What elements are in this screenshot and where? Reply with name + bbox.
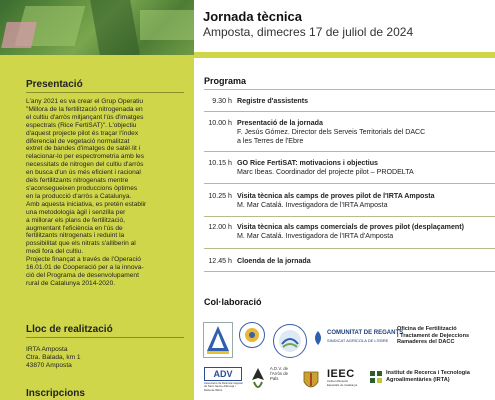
programa-heading: Programa: [204, 76, 247, 86]
program-detail: M. Mar Catalá. Investigadora de l'IRTA d'Amposta: [237, 232, 394, 240]
presentacio-section: [26, 79, 184, 90]
colaboracio-heading: Col·laboració: [204, 297, 262, 307]
irta-logo: [386, 370, 492, 383]
oficina-line: Ramaderes del DACC: [397, 339, 455, 346]
program-detail: a les Terres de l'Ebre: [237, 137, 304, 145]
divider: [204, 89, 495, 90]
presentacio-line: relacionar-lo per espectrometria amb les: [26, 153, 145, 161]
comunitat-sub: SINDICAT AGRÍCOLA DE L'EBRE: [327, 338, 389, 343]
lloc-text: [26, 346, 184, 370]
presentacio-line: necessitats de nitrogen del cultiu d'arròs: [26, 161, 144, 169]
program-detail: Marc Ibeas. Coordinador del projecte pilot – PRODELTA: [237, 168, 414, 176]
comunitat-regants-logo: [311, 328, 404, 348]
presentacio-line: ció del Programa de desenvolupament: [26, 271, 139, 279]
presentacio-line: en la producció d'arròs a Catalunya.: [26, 192, 132, 200]
crest-logo: [302, 370, 320, 392]
adv-pals-line: A.D.V. de: [270, 366, 288, 371]
presentacio-line: s'aconsegueixen produccions òptimes: [26, 184, 138, 192]
presentacio-line: fertilitzants nitrogenats i reduint la: [26, 232, 125, 240]
lloc-line: Ctra. Balada, km 1: [26, 353, 81, 361]
page-title: Jornada tècnica: [203, 9, 302, 24]
program-title: Presentació de la jornada: [237, 119, 323, 127]
adv-pals-line: Pals: [270, 376, 279, 381]
program-time: 10.25 h: [208, 192, 232, 200]
oficina-fertilitzacio-logo: [397, 326, 493, 346]
accent-bar: [194, 52, 495, 58]
divider: [204, 183, 495, 184]
divider: [26, 92, 184, 93]
program-title: Registre d'assistents: [237, 97, 309, 105]
presentacio-line: d'aquest projecte pilot és traçar l'índex: [26, 129, 139, 137]
presentacio-line: dels fertilitzants nitrogenats mentre: [26, 177, 129, 185]
presentacio-line: Amb aquesta iniciativa, es pretén establir: [26, 200, 147, 208]
presentacio-line: L'any 2021 es va crear el Grup Operatiu: [26, 98, 144, 105]
irta-line: Institut de Recerca i Tecnologia: [386, 370, 470, 376]
program-detail: F. Jesús Gómez. Director dels Serveis Territorials del DACC: [237, 128, 426, 136]
divider: [204, 111, 495, 112]
presentacio-line: espectrals (Rice FertiSAT)". L'objectiu: [26, 121, 137, 129]
presentacio-line: en busca d'un ús més eficient i racional: [26, 169, 141, 177]
program-time: 10.00 h: [208, 119, 232, 127]
program-title: GO Rice FertiSAT: motivacions i objectius: [237, 159, 378, 167]
program-time: 9.30 h: [212, 97, 232, 105]
divider: [204, 151, 495, 152]
adv-sub-line: de Sant Jaume d'Enveja i: [204, 384, 236, 389]
adv-mark: ADV: [204, 367, 242, 381]
ieec-sub-line: Espacials de Catalunya: [327, 382, 358, 387]
adv-sub-line: Delta de l'Ebre: [204, 387, 223, 392]
program-time: 12.00 h: [208, 223, 232, 231]
presentacio-line: medi fora del cultiu.: [26, 248, 84, 256]
adv-sub: [204, 382, 244, 392]
presentacio-line: diferencial de vegetació normalitzat: [26, 137, 130, 145]
adv-bird-logo: [248, 366, 268, 394]
irta-line: Agroalimentàries (IRTA): [386, 376, 450, 383]
left-column: [0, 0, 194, 400]
program-time: 10.15 h: [208, 159, 232, 167]
presentacio-text: [26, 98, 184, 288]
presentacio-line: extret de bandes d'imatges de satèl·lit i: [26, 145, 141, 153]
ada-logo: [203, 322, 233, 358]
presentacio-line: possibilitat que els nitrats s'alliberin al: [26, 240, 136, 248]
presentacio-line: una metodologia àgil i senzilla per: [26, 208, 126, 216]
presentacio-line: el cultiu d'arròs mitjançant l'ús d'imatges: [26, 113, 144, 121]
lloc-line: 43870 Amposta: [26, 361, 72, 369]
adv-pals-logo: [270, 366, 298, 396]
aerial-field-image: [0, 0, 194, 55]
program-title: Visita tècnica als camps comercials de proves pilot (desplaçament): [237, 223, 464, 231]
ieec-sub-line: Institut d'Estudis: [327, 379, 348, 383]
program-detail: M. Mar Catalá. Investigadora de l'IRTA Amposta: [237, 201, 388, 209]
adv-logo: [204, 367, 244, 397]
divider: [204, 271, 495, 272]
oficina-line: i Tractament de Dejeccions: [397, 332, 470, 339]
seal-logo: [239, 322, 265, 348]
divider: [204, 248, 495, 249]
presentacio-line: a millorar els plans de fertilització,: [26, 216, 125, 224]
inscripcions-heading: Inscripcions: [26, 388, 85, 399]
lloc-heading: Lloc de realització: [26, 324, 113, 335]
lloc-section: [26, 324, 184, 335]
ieec-logo: [327, 368, 367, 396]
presentacio-line: Projecte finançat a través de l'Operació: [26, 256, 141, 264]
presentacio-heading: Presentació: [26, 79, 83, 90]
presentacio-line: augmentant l'eficiència en l'ús de: [26, 224, 123, 232]
page-subtitle: Amposta, dimecres 17 de juliol de 2024: [203, 25, 414, 39]
irta-mark-icon: [369, 370, 383, 384]
presentacio-line: 16.01.01 de Cooperació per a la innova-: [26, 264, 144, 272]
program-time: 12.45 h: [208, 257, 232, 265]
presentacio-line: "Millora de la fertilització nitrogenada en: [26, 105, 143, 113]
inscripcions-section: [26, 388, 184, 399]
divider: [26, 337, 184, 338]
comunitat-title: COMUNITAT DE REGANTS: [327, 330, 404, 336]
adv-sub-line: Associació de Defensa Vegetal: [204, 381, 243, 385]
adv-pals-line: l'Arròs de: [270, 371, 289, 376]
ieec-mark: IEEC: [327, 368, 355, 380]
delta-seal-logo: [273, 324, 307, 358]
program-title: Cloenda de la jornada: [237, 257, 311, 265]
oficina-line: Oficina de Fertilització: [397, 326, 457, 332]
program-title: Visita tècnica als camps de proves pilot de l'IRTA Amposta: [237, 192, 435, 200]
lloc-line: IRTA Amposta: [26, 346, 68, 353]
divider: [204, 216, 495, 217]
presentacio-line: rural de Catalunya 2014-2020.: [26, 279, 116, 287]
